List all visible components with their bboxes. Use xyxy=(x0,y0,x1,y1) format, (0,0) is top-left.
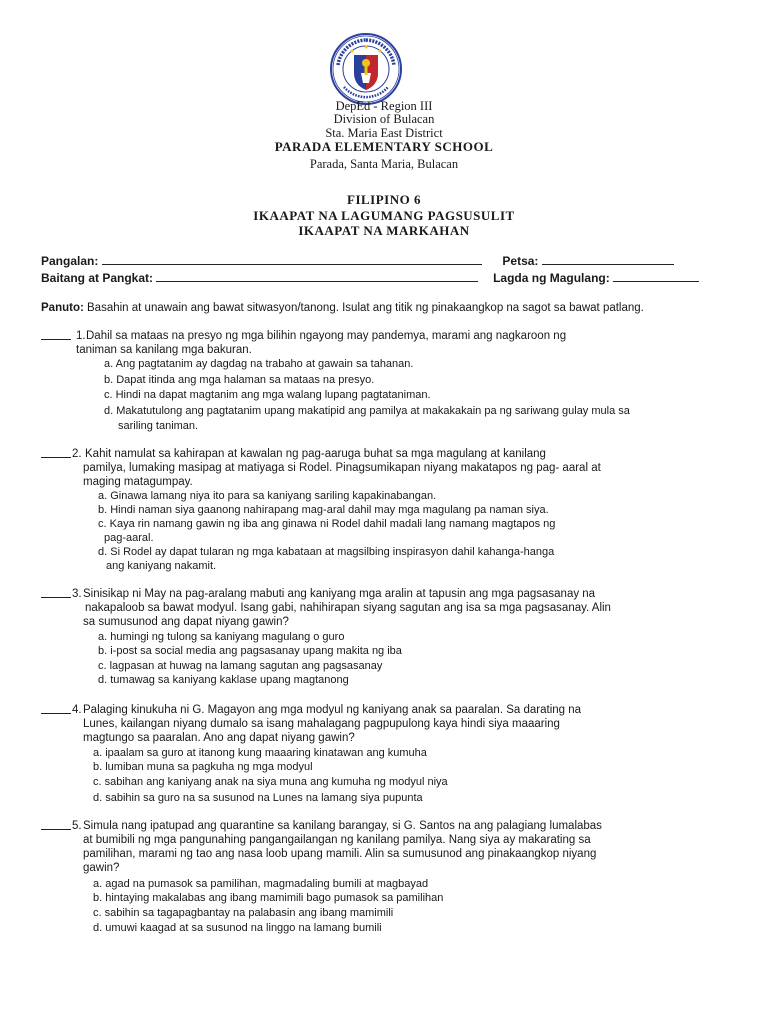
option-d-cont: sariling taniman. xyxy=(118,420,199,432)
region-line: DepEd - Region III xyxy=(335,99,433,113)
question-number: 5. xyxy=(72,820,82,832)
option-c: c. Hindi na dapat magtanim ang mga walang lupang pagtataniman. xyxy=(104,389,431,401)
directions xyxy=(41,301,644,315)
subject-title: FILIPINO 6 xyxy=(347,192,421,207)
name-label: Pangalan: xyxy=(41,254,99,268)
question-line: Simula nang ipatupad ang quarantine sa kanilang barangay, si G. Santos na ang palagiang lumalabas xyxy=(83,820,602,832)
option-a: a. humingi ng tulong sa kaniyang magulang o guro xyxy=(98,631,345,643)
option-b: b. Hindi naman siya gaanong nahirapang mag-aral dahil may mga magulang pa naman siya. xyxy=(98,504,549,516)
grade-field[interactable] xyxy=(156,270,478,282)
answer-blank-3[interactable] xyxy=(41,587,71,602)
option-c: c. lagpasan at huwag na lamang sagutan ang pagsasanay xyxy=(98,660,383,672)
option-a: a. ipaalam sa guro at itanong kung maaaring kinatawan ang kumuha xyxy=(93,747,427,759)
question-line: nakapaloob sa bawat modyul. Isang gabi, nahihirapan siyang sagutan ang isa sa mga pagsasanay. Alin xyxy=(85,602,611,614)
question-line: Palaging kinukuha ni G. Magayon ang mga modyul ng kaniyang anak sa paaralan. Sa darating na xyxy=(83,704,582,716)
option-d: d. tumawag sa kaniyang kaklase upang magtanong xyxy=(98,674,349,686)
school-address: Parada, Santa Maria, Bulacan xyxy=(309,157,459,171)
option-d: d. umuwi kaagad at sa susunod na linggo na lamang bumili xyxy=(93,922,382,934)
name-field[interactable] xyxy=(102,253,482,265)
option-d-cont: ang kaniyang nakamit. xyxy=(106,560,217,572)
question-number: 1. xyxy=(76,330,86,342)
exam-title: IKAAPAT NA LAGUMANG PAGSUSULIT xyxy=(253,208,515,223)
grade-signature-row xyxy=(41,270,699,285)
option-a: a. Ang pagtatanim ay dagdag na trabaho at gawain sa tahanan. xyxy=(104,358,414,370)
signature-label: Lagda ng Magulang: xyxy=(493,271,610,285)
division-line: Division of Bulacan xyxy=(333,112,435,126)
date-field[interactable] xyxy=(542,253,674,265)
district-line: Sta. Maria East District xyxy=(325,126,443,140)
question-line: Dahil sa mataas na presyo ng mga bilihin ngayong may pandemya, marami ang nagkaroon ng xyxy=(86,330,567,342)
option-b: b. hintaying makalabas ang ibang mamimili bago pumasok sa pamilihan xyxy=(93,892,444,904)
signature-field[interactable] xyxy=(613,270,699,282)
option-b: b. Dapat itinda ang mga halaman sa mataas na presyo. xyxy=(104,374,375,386)
question-line: sa sumusunod ang dapat niyang gawin? xyxy=(83,616,289,628)
option-c: c. sabihan ang kaniyang anak na siya muna ang kumuha ng modyul niya xyxy=(93,776,448,788)
deped-seal-logo xyxy=(330,33,402,105)
grade-label: Baitang at Pangkat: xyxy=(41,271,154,285)
question-line: gawin? xyxy=(83,862,120,874)
question-line: maging matagumpay. xyxy=(83,476,193,488)
question-line: magtungo sa paaralan. Ano ang dapat niyang gawin? xyxy=(83,732,355,744)
name-date-row xyxy=(41,253,674,268)
question-number: 3. xyxy=(72,588,82,600)
school-name: PARADA ELEMENTARY SCHOOL xyxy=(274,139,494,154)
question-number: 4. xyxy=(72,704,82,716)
quarter-title: IKAAPAT NA MARKAHAN xyxy=(298,223,470,238)
question-line: pamilihan, marami ng tao ang nasa loob upang mamili. Alin sa sumusunod ang pinakaangkop niyang xyxy=(83,848,597,860)
option-a: a. Ginawa lamang niya ito para sa kaniyang sariling kapakinabangan. xyxy=(98,490,437,502)
question-line: Sinisikap ni May na pag-aralang mabuti ang kaniyang mga aralin at tapusin ang mga pagsasanay na xyxy=(83,588,596,600)
option-a: a. agad na pumasok sa pamilihan, magmadaling bumili at magbayad xyxy=(93,878,429,890)
answer-blank-2[interactable] xyxy=(41,447,71,462)
option-c-cont: pag-aaral. xyxy=(104,532,154,544)
directions-text: Basahin at unawain ang bawat sitwasyon/tanong. Isulat ang titik ng pinakaangkop na sagot sa bawat patlang. xyxy=(87,302,644,314)
answer-blank-1[interactable] xyxy=(41,329,71,344)
directions-label: Panuto: xyxy=(41,302,84,314)
answer-blank-4[interactable] xyxy=(41,703,71,718)
option-b: b. lumiban muna sa pagkuha ng mga modyul xyxy=(93,761,313,773)
option-c: c. sabihin sa tagapagbantay na palabasin ang ibang mamimili xyxy=(93,907,394,919)
question-line: taniman sa kanilang mga bakuran. xyxy=(76,344,252,356)
date-label: Petsa: xyxy=(502,254,539,268)
option-b: b. i-post sa social media ang pagsasanay upang makita ng iba xyxy=(98,645,402,657)
option-d: d. Makatutulong ang pagtatanim upang makatipid ang pamilya at makakakain pa ng sariwang gulay mula sa xyxy=(104,405,630,417)
question-line: Lunes, kailangan niyang dumalo sa isang mahalagang pagpupulong kaya hindi siya maaaring xyxy=(83,718,560,730)
answer-blank-5[interactable] xyxy=(41,819,71,834)
option-d: d. Si Rodel ay dapat tularan ng mga kabataan at magsilbing inspirasyon dahil kahanga-hanga xyxy=(98,546,555,558)
option-d: d. sabihin sa guro na sa susunod na Lunes na lamang siya pupunta xyxy=(93,792,423,804)
question-line: pamilya, lumaking masipag at matiyaga si Rodel. Pinagsumikapan niyang makatapos ng pag- aaral at xyxy=(83,462,601,474)
question-number: 2. xyxy=(72,448,82,460)
question-line: Kahit namulat sa kahirapan at kawalan ng pag-aaruga buhat sa mga magulang at kanilang xyxy=(85,448,546,460)
option-c: c. Kaya rin namang gawin ng iba ang ginawa ni Rodel dahil madali lang namang magtapos ng xyxy=(98,518,556,530)
question-line: at bumibili ng mga pangunahing pangangailangan ng kanilang pamilya. Nang siya ay makarating sa xyxy=(83,834,591,846)
